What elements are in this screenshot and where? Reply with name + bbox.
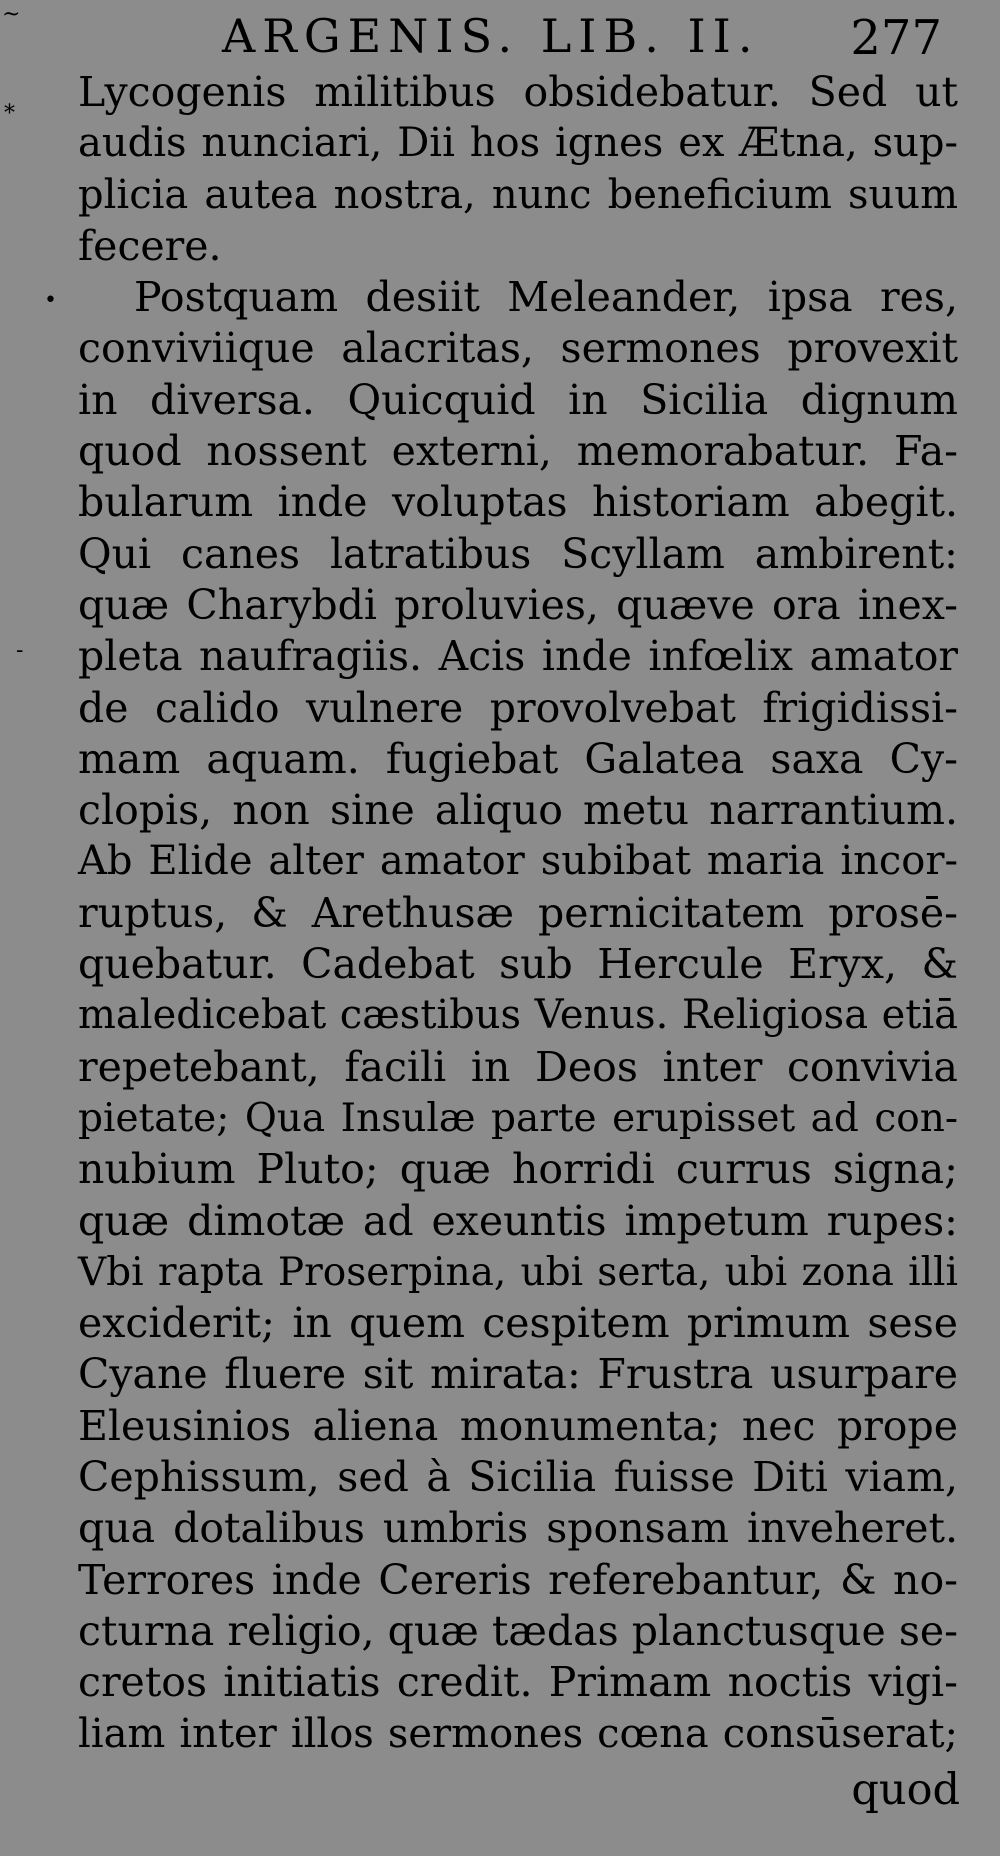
- text-line: pleta naufragiis. Acis inde infœlix amator: [78, 632, 958, 681]
- text-line: Vbi rapta Proserpina, ubi serta, ubi zona illi: [78, 1249, 958, 1295]
- text-line: clopis, non sine aliquo metu narrantium.: [78, 786, 958, 835]
- text-line: repetebant, facili in Deos inter convivia: [78, 1042, 958, 1091]
- text-line: de calido vulnere provolvebat frigidissi-: [78, 683, 958, 732]
- text-line: nubium Pluto; quæ horridi currus signa;: [78, 1145, 958, 1194]
- running-title: ARGENIS. LIB. II.: [222, 9, 760, 63]
- text-line: Lycogenis militibus obsidebatur. Sed ut: [78, 68, 958, 116]
- text-line: maledicebat cæstibus Venus. Religiosa etiā: [78, 992, 958, 1039]
- text-line: mam aquam. fugiebat Galatea saxa Cy-: [78, 734, 958, 783]
- margin-speck: -: [16, 638, 24, 663]
- text-line: quæ Charybdi proluvies, quæve ora inex-: [78, 580, 958, 629]
- text-line: liam inter illos sermones cœna consūserat;: [78, 1710, 958, 1757]
- text-line: Eleusinios aliena monumenta; nec prope: [78, 1401, 958, 1450]
- text-line: quæ dimotæ ad exeuntis impetum rupes:: [78, 1196, 958, 1245]
- catchword: quod: [851, 1765, 960, 1815]
- text-line: cretos initiatis credit. Primam noctis vigi-: [78, 1658, 958, 1707]
- text-line: Ab Elide alter amator subibat maria incor-: [78, 838, 958, 885]
- text-line: qua dotalibus umbris sponsam inveheret.: [78, 1504, 958, 1553]
- margin-speck: •: [44, 288, 57, 313]
- text-line: Qui canes latratibus Scyllam ambirent:: [78, 529, 958, 578]
- text-line: Cyane fluere sit mirata: Frustra usurpare: [78, 1350, 958, 1399]
- text-line: exciderit; in quem cespitem primum sese: [78, 1299, 958, 1348]
- text-line: pietate; Qua Insulæ parte erupisset ad con-: [78, 1095, 958, 1141]
- text-line: Cephissum, sed à Sicilia fuisse Diti viam,: [78, 1453, 958, 1502]
- running-head: [0, 2, 1000, 66]
- margin-speck: ⁎: [4, 94, 15, 119]
- body-text: [78, 67, 958, 1760]
- text-line: audis nunciari, Dii hos ignes ex Ætna, sup-: [78, 120, 958, 167]
- text-line: cturna religio, quæ tædas planctusque se-: [78, 1606, 958, 1655]
- text-line: bularum inde voluptas historiam abegit.: [78, 478, 958, 527]
- text-line: fecere.: [78, 221, 222, 270]
- text-line: plicia autea nostra, nunc beneficium suum: [78, 171, 958, 218]
- text-line: quod nossent externi, memorabatur. Fa-: [78, 427, 958, 476]
- text-line: Postquam desiit Meleander, ipsa res,: [134, 273, 958, 322]
- text-line: Terrores inde Cereris referebantur, & no-: [78, 1555, 958, 1604]
- text-line: quebatur. Cadebat sub Hercule Eryx, &: [78, 940, 958, 989]
- text-line: conviviique alacritas, sermones provexit: [78, 324, 958, 373]
- text-line: ruptus, & Arethusæ pernicitatem prosē-: [78, 888, 958, 937]
- margin-speck: ~: [2, 2, 21, 27]
- text-line: in diversa. Quicquid in Sicilia dignum: [78, 375, 958, 424]
- page-number: 277: [850, 10, 942, 66]
